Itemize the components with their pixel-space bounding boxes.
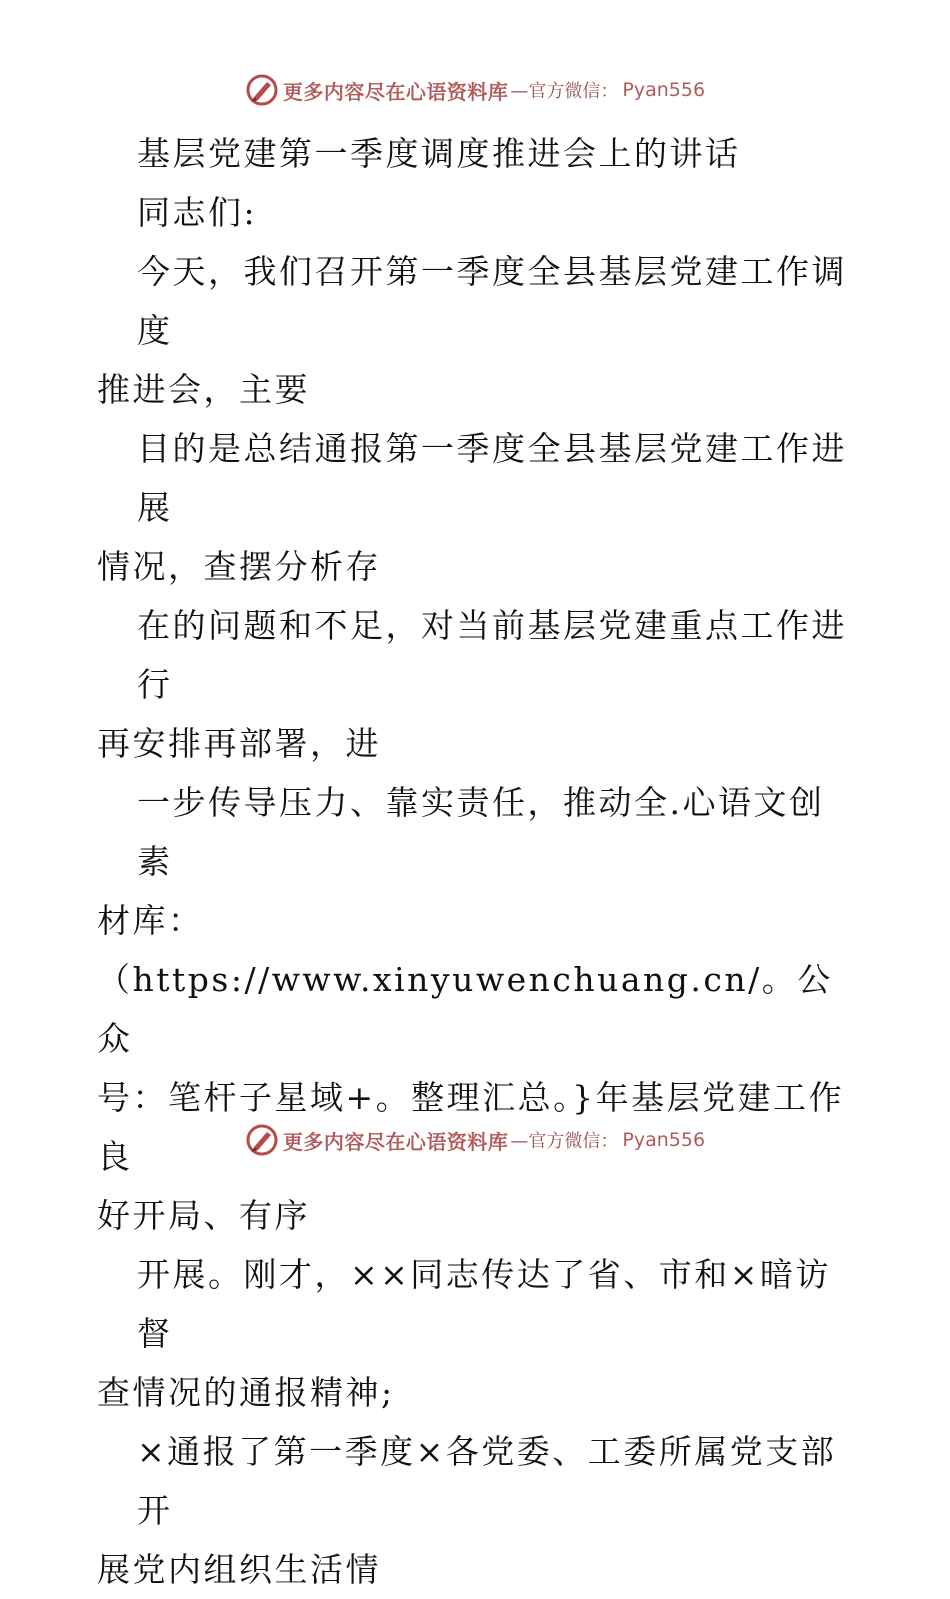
banner-text: 更多内容尽在心语资料库 [282, 1129, 509, 1154]
banner-official-label: —官方微信： [510, 81, 619, 102]
document-line: 一步传导压力、靠实责任，推动全.心语文创素 [137, 783, 825, 881]
document-line: 再安排再部署，进 [97, 724, 381, 763]
header-banner [0, 70, 950, 110]
document-line: ×通报了第一季度×各党委、工委所属党支部开 [137, 1432, 837, 1530]
document-line: 目的是总结通报第一季度全县基层党建工作进展 [137, 429, 847, 527]
banner-wechat-id: Pyan556 [622, 79, 706, 101]
document-line: 材库：（https://www.xinyuwenchuang.cn/。公众 [97, 901, 833, 1058]
document-line: 展党内组织生活情 [97, 1550, 381, 1589]
banner-text: 更多内容尽在心语资料库 [282, 79, 509, 104]
banner-wechat-id: Pyan556 [622, 1129, 706, 1151]
banner-official-label: —官方微信： [510, 1131, 619, 1152]
document-line: 在的问题和不足，对当前基层党建重点工作进行 [137, 606, 847, 704]
document-line: 号：笔杆子星域+。整理汇总。}年基层党建工作良 [97, 1078, 845, 1176]
document-body [97, 124, 857, 1599]
document-line: 查情况的通报精神; [97, 1373, 395, 1412]
footer-banner [0, 1120, 950, 1160]
pen-logo-icon [245, 73, 279, 107]
document-line: 基层党建第一季度调度推进会上的讲话 [137, 134, 741, 173]
pen-logo-icon [245, 1123, 279, 1157]
document-line: 好开局、有序 [97, 1196, 310, 1235]
document-line: 推进会，主要 [97, 370, 310, 409]
document-line: 开展。刚才，××同志传达了省、市和×暗访督 [137, 1255, 831, 1353]
document-line: 同志们: [137, 193, 258, 232]
document-line: 今天，我们召开第一季度全县基层党建工作调度 [137, 252, 847, 350]
document-line: 情况，查摆分析存 [97, 547, 381, 586]
